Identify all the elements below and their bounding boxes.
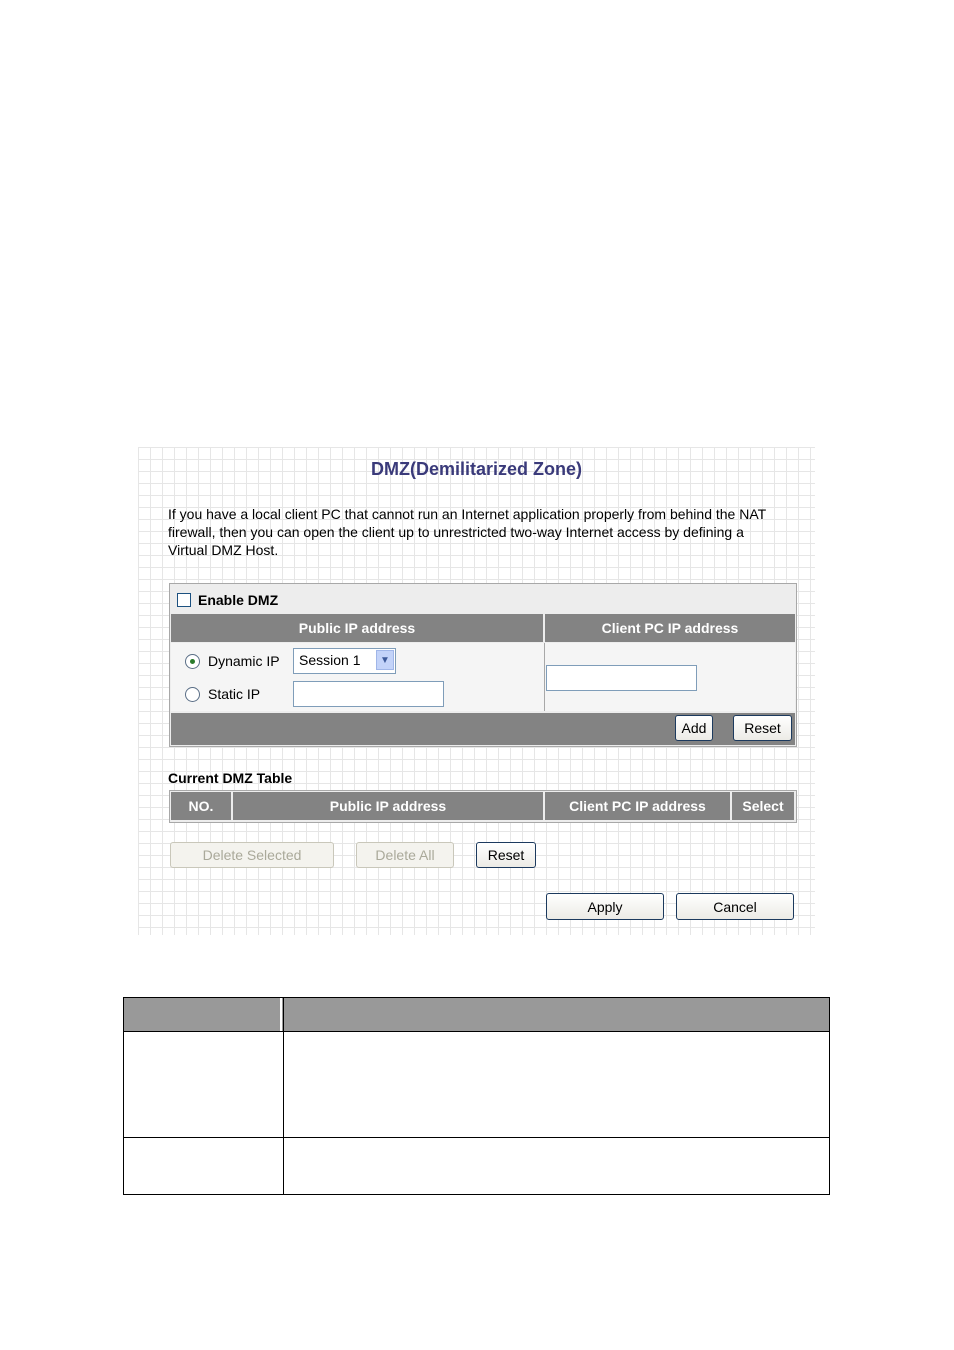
public-ip-header: Public IP address	[171, 614, 543, 642]
column-divider	[283, 998, 284, 1194]
public-ip-cell	[171, 643, 545, 711]
reset-setting-button[interactable]: Reset	[733, 715, 792, 741]
dynamic-ip-label: Dynamic IP	[208, 653, 280, 669]
enable-dmz-row[interactable]	[177, 592, 278, 608]
client-ip-cell	[545, 643, 795, 711]
column-header-public-ip: Public IP address	[233, 792, 543, 820]
delete-selected-button[interactable]: Delete Selected	[170, 842, 334, 868]
dmz-table-title: Current DMZ Table	[168, 770, 293, 786]
static-ip-option[interactable]	[185, 686, 260, 702]
static-ip-input[interactable]	[293, 681, 444, 707]
page-title: DMZ(Demilitarized Zone)	[370, 459, 582, 479]
intro-text	[168, 505, 798, 559]
dynamic-ip-option[interactable]	[185, 653, 280, 669]
column-header-no: NO.	[171, 792, 231, 820]
add-button[interactable]: Add	[675, 715, 713, 741]
client-ip-header: Client PC IP address	[545, 614, 795, 642]
reset-table-button[interactable]: Reset	[476, 842, 536, 868]
description-table-header	[124, 998, 829, 1032]
column-header-select: Select	[732, 792, 794, 820]
enable-dmz-label: Enable DMZ	[198, 592, 279, 608]
dmz-setting-box	[169, 583, 797, 747]
header-divider	[280, 998, 282, 1031]
session-select-value: Session 1	[299, 652, 361, 668]
static-ip-label: Static IP	[208, 686, 261, 702]
delete-all-button[interactable]: Delete All	[356, 842, 454, 868]
enable-dmz-checkbox[interactable]	[177, 593, 191, 607]
row-divider	[124, 1137, 829, 1138]
description-table	[123, 997, 830, 1195]
cancel-button[interactable]: Cancel	[676, 893, 794, 920]
static-ip-radio[interactable]	[185, 687, 200, 702]
session-select[interactable]	[293, 648, 396, 674]
intro-line: Virtual DMZ Host.	[168, 542, 279, 558]
dmz-table	[169, 790, 797, 823]
intro-line: If you have a local client PC that cannot run an Internet application properly from behind the NAT	[168, 506, 767, 522]
chevron-down-icon[interactable]: ▼	[376, 650, 394, 670]
intro-line: firewall, then you can open the client up to unrestricted two-way Internet access by defining a	[168, 524, 744, 540]
setting-button-bar	[171, 713, 795, 745]
client-ip-input[interactable]	[546, 665, 697, 691]
apply-button[interactable]: Apply	[546, 893, 664, 920]
dmz-settings-panel	[138, 447, 815, 935]
dynamic-ip-radio[interactable]	[185, 654, 200, 669]
column-header-client-ip: Client PC IP address	[545, 792, 730, 820]
